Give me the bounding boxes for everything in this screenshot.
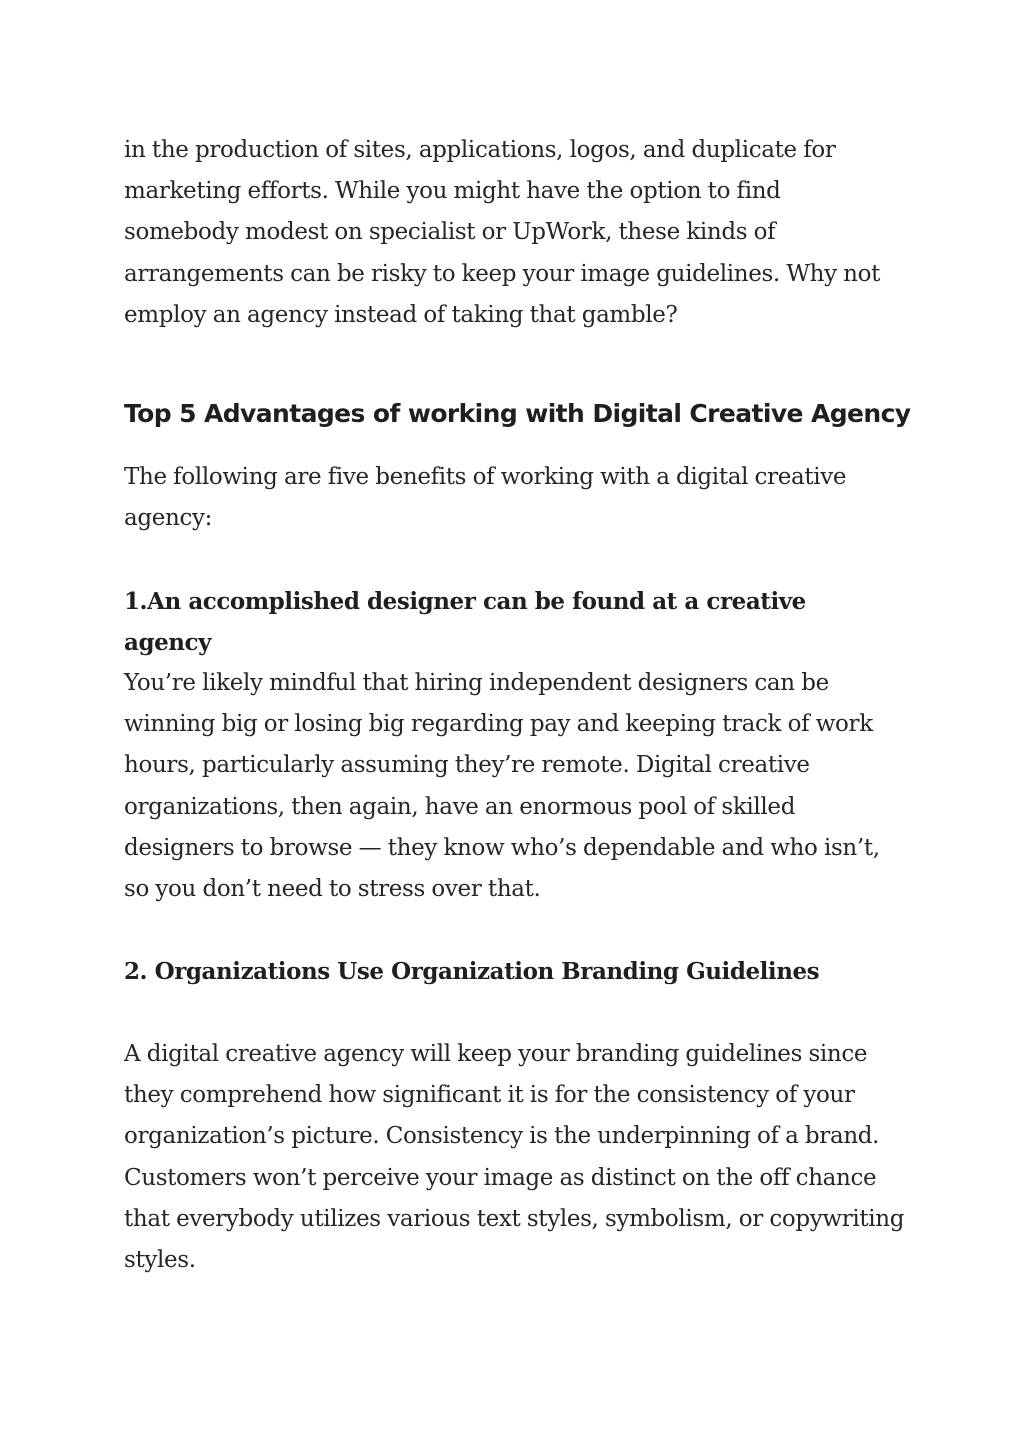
point-2-title: 2. Organizations Use Organization Branding Guidelines — [124, 958, 820, 985]
text-line: marketing efforts. While you might have the option to find — [124, 178, 781, 205]
text-line: designers to browse — they know who’s dependable and who isn’t, — [124, 834, 880, 861]
text-line: You’re likely mindful that hiring independent designers can be — [124, 670, 829, 696]
point-2-body — [124, 1034, 904, 1281]
text-line: The following are five benefits of working with a digital creative — [124, 464, 847, 490]
text-line: agency: — [124, 505, 213, 532]
title-line: agency — [124, 629, 212, 657]
point-1-title — [124, 581, 806, 663]
text-line: so you don’t need to stress over that. — [124, 876, 541, 903]
text-line: Customers won’t perceive your image as distinct on the off chance — [124, 1164, 877, 1191]
lead-paragraph — [124, 457, 846, 539]
intro-paragraph — [124, 130, 880, 336]
text-line: in the production of sites, applications, logos, and duplicate for — [124, 137, 836, 163]
title-line: 1.An accomplished designer can be found at a creative — [124, 588, 806, 615]
text-line: employ an agency instead of taking that gamble? — [124, 301, 678, 328]
point-1-body — [124, 663, 880, 910]
text-line: that everybody utilizes various text styles, symbolism, or copywriting — [124, 1205, 905, 1232]
text-line: organizations, then again, have an enormous pool of skilled — [124, 793, 796, 820]
text-line: winning big or losing big regarding pay and keeping track of work — [124, 711, 873, 738]
text-line: styles. — [124, 1247, 196, 1274]
text-line: organization’s picture. Consistency is the underpinning of a brand. — [124, 1123, 880, 1150]
text-line: somebody modest on specialist or UpWork, these kinds of — [124, 219, 776, 246]
section-heading: Top 5 Advantages of working with Digital Creative Agency — [124, 399, 911, 428]
text-line: hours, particularly assuming they’re remote. Digital creative — [124, 752, 810, 779]
text-line: arrangements can be risky to keep your image guidelines. Why not — [124, 260, 881, 287]
text-line: they comprehend how significant it is for the consistency of your — [124, 1082, 855, 1109]
text-line: A digital creative agency will keep your branding guidelines since — [124, 1041, 868, 1067]
